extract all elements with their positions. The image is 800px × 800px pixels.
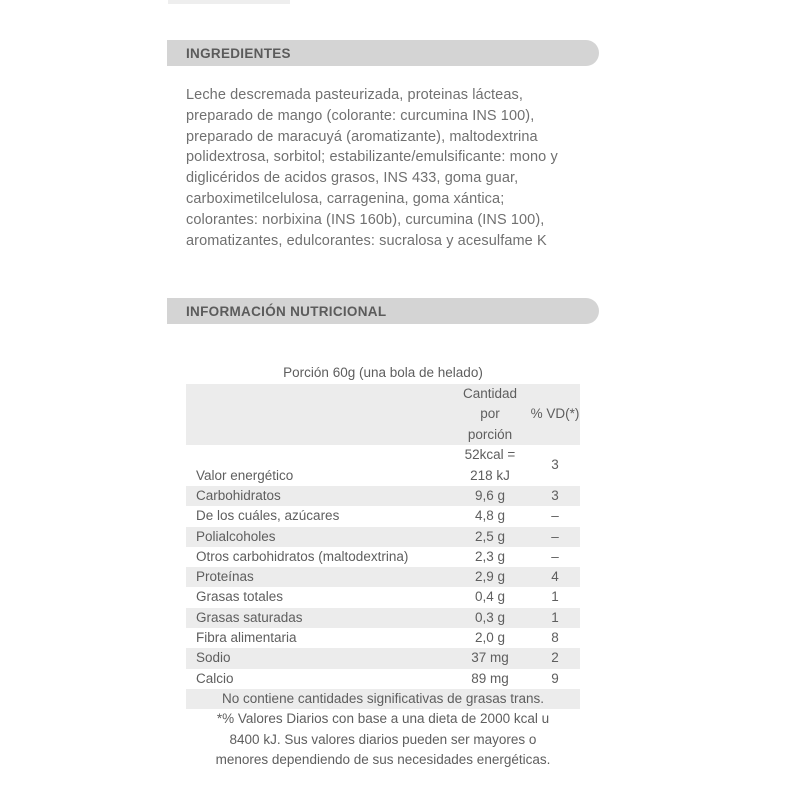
header-vd: % VD(*) [530, 384, 580, 445]
row-quantity: 4,8 g [474, 508, 506, 524]
table-row [186, 587, 580, 607]
row-name: Otros carbohidratos (maltodextrina) [196, 548, 409, 564]
row-vd: 9 [551, 670, 559, 686]
top-divider [168, 0, 290, 4]
row-name: Grasas saturadas [186, 608, 450, 628]
row-name: Fibra alimentaria [196, 630, 297, 646]
ingredients-line: diglicéridos de acidos grasos, INS 433, goma guar, [186, 170, 519, 187]
row-name: Sodio [186, 648, 450, 668]
table-row [186, 669, 580, 689]
row-name: Carbohidratos [186, 486, 450, 506]
table-row [186, 527, 580, 547]
trans-fat-note: No contiene cantidades significativas de grasas trans. [186, 689, 580, 710]
row-quantity: 0,3 g [450, 608, 530, 628]
row-vd: 8 [551, 630, 559, 646]
ingredients-line: carboximetilcelulosa, carragenina, goma xántica; [186, 190, 505, 207]
row-quantity: 2,0 g [474, 630, 506, 646]
row-vd: – [530, 527, 580, 547]
row-quantity: 2,5 g [450, 527, 530, 547]
footnote-line: 8400 kJ. Sus valores diarios pueden ser mayores o [229, 731, 537, 747]
row-vd: – [551, 508, 559, 524]
row-quantity [450, 445, 530, 486]
header-name-cell [186, 384, 450, 445]
row-vd: 1 [551, 589, 559, 605]
row-name: Polialcoholes [186, 527, 450, 547]
row-vd: 3 [551, 457, 559, 473]
ingredients-line: colorantes: norbixina (INS 160b), curcumina (INS 100), [186, 211, 545, 228]
nutrition-heading: INFORMACIÓN NUTRICIONAL [167, 298, 599, 324]
row-quantity: 37 mg [450, 648, 530, 668]
table-row [186, 608, 580, 628]
energy-kj: 218 kJ [470, 467, 510, 483]
ingredients-line: preparado de mango (colorante: curcumina INS 100), [186, 107, 535, 124]
energy-kcal: 52kcal = [464, 447, 516, 463]
table-header-row [186, 384, 580, 445]
row-vd: 2 [530, 648, 580, 668]
table-row [186, 486, 580, 506]
nutrition-table [186, 384, 580, 689]
table-row [186, 506, 580, 526]
ingredients-heading: INGREDIENTES [167, 40, 599, 66]
row-name: Valor energético [196, 467, 294, 483]
table-notes [186, 689, 580, 771]
nutrition-facts [186, 362, 580, 771]
table-row [186, 547, 580, 567]
row-name: Grasas totales [196, 589, 284, 605]
row-vd: 1 [530, 608, 580, 628]
header-quantity-line: por [480, 406, 500, 422]
row-vd: 4 [530, 567, 580, 587]
footnote-line: menores dependiendo de sus necesidades energéticas. [215, 752, 551, 768]
portion-size: Porción 60g (una bola de helado) [283, 365, 483, 380]
row-quantity: 89 mg [471, 670, 509, 686]
row-quantity: 2,9 g [450, 567, 530, 587]
ingredients-line: aromatizantes, edulcorantes: sucralosa y acesulfame K [186, 232, 547, 249]
header-quantity-line: porción [467, 426, 513, 442]
ingredients-line: polidextrosa, sorbitol; estabilizante/emulsificante: mono y [186, 149, 558, 166]
table-row-energy [186, 445, 580, 486]
table-row [186, 628, 580, 648]
table-row [186, 567, 580, 587]
row-quantity: 9,6 g [450, 486, 530, 506]
header-quantity [450, 384, 530, 445]
ingredients-text [186, 85, 606, 251]
row-name: Proteínas [186, 567, 450, 587]
header-quantity-line: Cantidad [462, 386, 518, 401]
row-name: De los cuáles, azúcares [196, 508, 340, 524]
row-name: Calcio [196, 670, 234, 686]
row-quantity: 2,3 g [474, 548, 506, 564]
ingredients-line: preparado de maracuyá (aromatizante), maltodextrina [186, 128, 538, 145]
row-vd: – [551, 548, 559, 564]
row-quantity: 0,4 g [474, 589, 506, 605]
table-row [186, 648, 580, 668]
footnote-line: *% Valores Diarios con base a una dieta de 2000 kcal u [216, 711, 550, 727]
row-vd: 3 [530, 486, 580, 506]
ingredients-line: Leche descremada pasteurizada, proteinas lácteas, [186, 87, 523, 103]
